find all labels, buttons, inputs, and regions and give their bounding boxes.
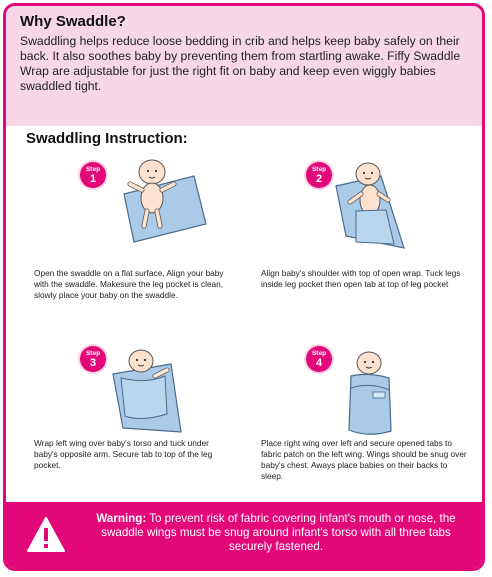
step-1-text: Open the swaddle on a flat surface, Align your baby with the swaddle. Makesure the leg pocket is clean, slowly place your baby on the swaddle.: [34, 268, 224, 300]
step-3-illustration: [101, 344, 191, 439]
warning-text: [86, 512, 466, 554]
step-4-badge: [306, 346, 332, 372]
step-3-text: Wrap left wing over baby's torso and tuck under baby's opposite arm. Secure tab to top of the leg pocket.: [34, 438, 213, 470]
step-1-badge: [80, 162, 106, 188]
step-number: 3: [89, 357, 97, 369]
swaddle-card: [3, 3, 485, 571]
warning-triangle-icon: [26, 516, 66, 554]
step-4-illustration: [331, 346, 411, 441]
step-word: Step: [311, 350, 327, 357]
step-word: Step: [311, 166, 327, 173]
step-number: 1: [89, 173, 97, 185]
step-number: 2: [315, 173, 323, 185]
warning-label: Warning:: [96, 512, 147, 525]
warning-message: To prevent risk of fabric covering infant's mouth or nose, the swaddle wings must be snug around infant's torso with all three tabs securely fastened.: [101, 512, 456, 553]
why-swaddle-text: Swaddling helps reduce loose bedding in crib and helps keep baby safely on their back. It also soothes baby by preventing them from startling awake. Fiffy Swaddle Wrap are adjustable for just the right fit on baby and keep even wiggly babies swaddled tight.: [20, 34, 461, 93]
step-word: Step: [85, 350, 101, 357]
why-swaddle-title: Why Swaddle?: [20, 13, 126, 30]
warning-banner: [6, 502, 482, 568]
step-4-text: Place right wing over left and secure opened tabs to fabric patch on the left wing. Wings should be snug over baby's chest. Aways place babies on their backs to sleep.: [261, 438, 467, 481]
why-swaddle-section: [6, 6, 482, 126]
step-word: Step: [85, 166, 101, 173]
instructions-title: Swaddling Instruction:: [26, 130, 188, 147]
step-number: 4: [315, 357, 323, 369]
step-2-text: Align baby's shoulder with top of open wrap. Tuck legs inside leg pocket then open tab at top of leg pocket: [261, 268, 461, 289]
step-1-illustration: [104, 154, 214, 249]
step-2-illustration: [326, 156, 416, 256]
